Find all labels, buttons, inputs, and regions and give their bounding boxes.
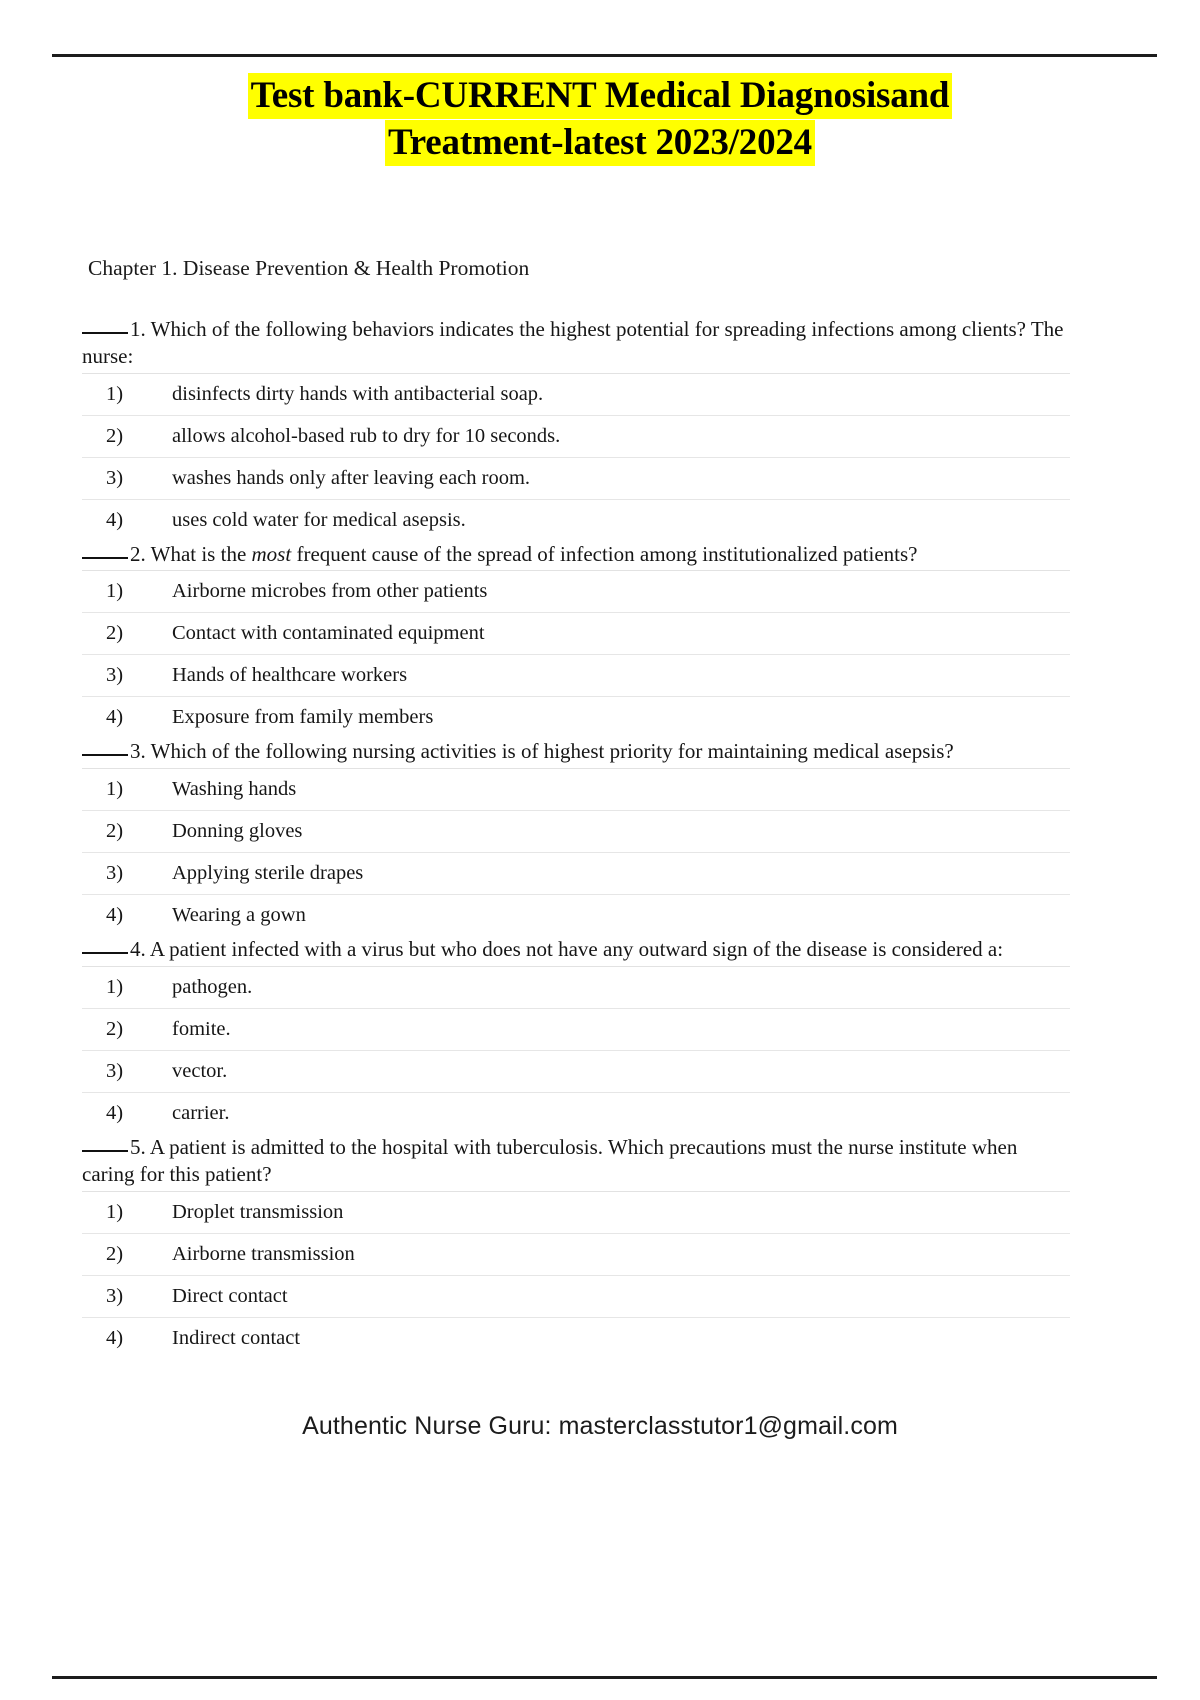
answer-option-text: carrier. (172, 1102, 230, 1125)
answer-option-number: 3) (106, 466, 124, 489)
answer-option-row[interactable] (82, 1233, 1070, 1275)
document-title (0, 72, 1200, 167)
answer-blank[interactable] (82, 557, 128, 559)
answer-option-text: Direct contact (172, 1284, 288, 1307)
question-stem (82, 316, 1070, 374)
answer-option-row[interactable] (82, 1192, 1070, 1234)
answer-option-row[interactable] (82, 613, 1070, 655)
answer-option-text: Droplet transmission (172, 1200, 344, 1223)
answer-blank[interactable] (82, 332, 128, 334)
answer-option-row[interactable] (82, 571, 1070, 613)
title-line-1 (0, 72, 1200, 119)
answer-option-text: vector. (172, 1060, 228, 1083)
answer-option-row[interactable] (82, 1051, 1070, 1093)
answer-option-number: 1) (106, 1200, 124, 1223)
answer-option-number: 2) (106, 622, 124, 645)
answer-option-number: 2) (106, 424, 124, 447)
answer-option-text: Airborne microbes from other patients (172, 580, 488, 603)
questions-list (82, 316, 1072, 1359)
question-text: What is the (150, 541, 252, 566)
answer-blank[interactable] (82, 754, 128, 756)
answer-option-text: washes hands only after leaving each room. (172, 466, 531, 489)
answer-options (82, 967, 1070, 1134)
answer-option-text: Exposure from family members (172, 706, 434, 729)
answer-option-text: Wearing a gown (172, 904, 306, 927)
answer-option-text: Hands of healthcare workers (172, 664, 408, 687)
question-block (82, 936, 1072, 1134)
page-bottom-rule (52, 1676, 1157, 1679)
question-block (82, 738, 1072, 936)
question-number: 4. (130, 937, 146, 962)
answer-option-row[interactable] (82, 769, 1070, 811)
answer-option-row[interactable] (82, 1009, 1070, 1051)
answer-option-row[interactable] (82, 499, 1070, 541)
answer-option-number: 3) (106, 664, 124, 687)
answer-option-text: uses cold water for medical asepsis. (172, 508, 466, 531)
answer-option-number: 3) (106, 1060, 124, 1083)
footer-contact-note: Authentic Nurse Guru: masterclasstutor1@gmail.com (302, 1412, 898, 1440)
answer-options (82, 1192, 1070, 1359)
answer-option-row[interactable] (82, 895, 1070, 937)
question-text: Which of the following behaviors indicates the highest potential for spreading infections among clients? The nurse: (82, 316, 1064, 368)
answer-option-number: 4) (106, 1326, 124, 1349)
answer-option-row[interactable] (82, 967, 1070, 1009)
answer-option-row[interactable] (82, 655, 1070, 697)
answer-option-text: Airborne transmission (172, 1242, 355, 1265)
question-number: 2. (130, 541, 146, 566)
answer-option-number: 4) (106, 1102, 124, 1125)
answer-option-text: Contact with contaminated equipment (172, 622, 485, 645)
answer-option-row[interactable] (82, 1093, 1070, 1135)
question-stem (82, 541, 1070, 572)
answer-blank[interactable] (82, 952, 128, 954)
question-text: Which of the following nursing activities is of highest priority for maintaining medical asepsis? (150, 739, 954, 764)
answer-option-number: 3) (106, 862, 124, 885)
title-line-2-highlight: Treatment-latest 2023/2024 (385, 120, 815, 166)
answer-options (82, 769, 1070, 936)
answer-option-text: Applying sterile drapes (172, 862, 364, 885)
question-number: 3. (130, 739, 146, 764)
answer-option-number: 1) (106, 580, 124, 603)
answer-option-number: 2) (106, 1242, 124, 1265)
answer-option-text: Indirect contact (172, 1326, 301, 1349)
answer-option-number: 4) (106, 904, 124, 927)
answer-options (82, 571, 1070, 738)
question-stem (82, 738, 1070, 769)
answer-options (82, 374, 1070, 541)
answer-option-number: 3) (106, 1284, 124, 1307)
page-top-rule (52, 54, 1157, 57)
question-stem (82, 936, 1070, 967)
answer-blank[interactable] (82, 1150, 128, 1152)
answer-option-text: allows alcohol-based rub to dry for 10 seconds. (172, 424, 561, 447)
answer-option-text: Donning gloves (172, 820, 303, 843)
answer-option-text: fomite. (172, 1018, 231, 1041)
question-text-tail: frequent cause of the spread of infection among institutionalized patients? (291, 541, 918, 566)
answer-option-row[interactable] (82, 415, 1070, 457)
answer-option-row[interactable] (82, 1317, 1070, 1359)
question-text: A patient infected with a virus but who does not have any outward sign of the disease is considered a: (149, 937, 1004, 962)
question-block (82, 1134, 1072, 1359)
answer-option-text: pathogen. (172, 976, 253, 999)
question-number: 1. (130, 316, 146, 341)
question-block (82, 541, 1072, 739)
answer-option-row[interactable] (82, 853, 1070, 895)
answer-option-number: 1) (106, 382, 124, 405)
question-number: 5. (130, 1135, 146, 1160)
title-line-1-highlight: Test bank-CURRENT Medical Diagnosisand (248, 73, 953, 119)
answer-option-row[interactable] (82, 697, 1070, 739)
document-body (82, 256, 1072, 1359)
answer-option-text: disinfects dirty hands with antibacterial soap. (172, 382, 544, 405)
question-block (82, 316, 1072, 541)
title-line-2 (0, 119, 1200, 166)
answer-option-number: 1) (106, 778, 124, 801)
answer-option-number: 2) (106, 820, 124, 843)
answer-option-row[interactable] (82, 457, 1070, 499)
question-emphasis: most (251, 541, 292, 566)
answer-option-row[interactable] (82, 811, 1070, 853)
answer-option-number: 4) (106, 706, 124, 729)
question-stem (82, 1134, 1070, 1192)
chapter-heading: Chapter 1. Disease Prevention & Health Promotion (88, 256, 530, 280)
question-text: A patient is admitted to the hospital with tuberculosis. Which precautions must the nurse institute when caring for this patient? (82, 1135, 1018, 1187)
answer-option-number: 4) (106, 508, 124, 531)
answer-option-row[interactable] (82, 374, 1070, 416)
answer-option-number: 2) (106, 1018, 124, 1041)
answer-option-number: 1) (106, 976, 124, 999)
answer-option-text: Washing hands (172, 778, 297, 801)
answer-option-row[interactable] (82, 1275, 1070, 1317)
